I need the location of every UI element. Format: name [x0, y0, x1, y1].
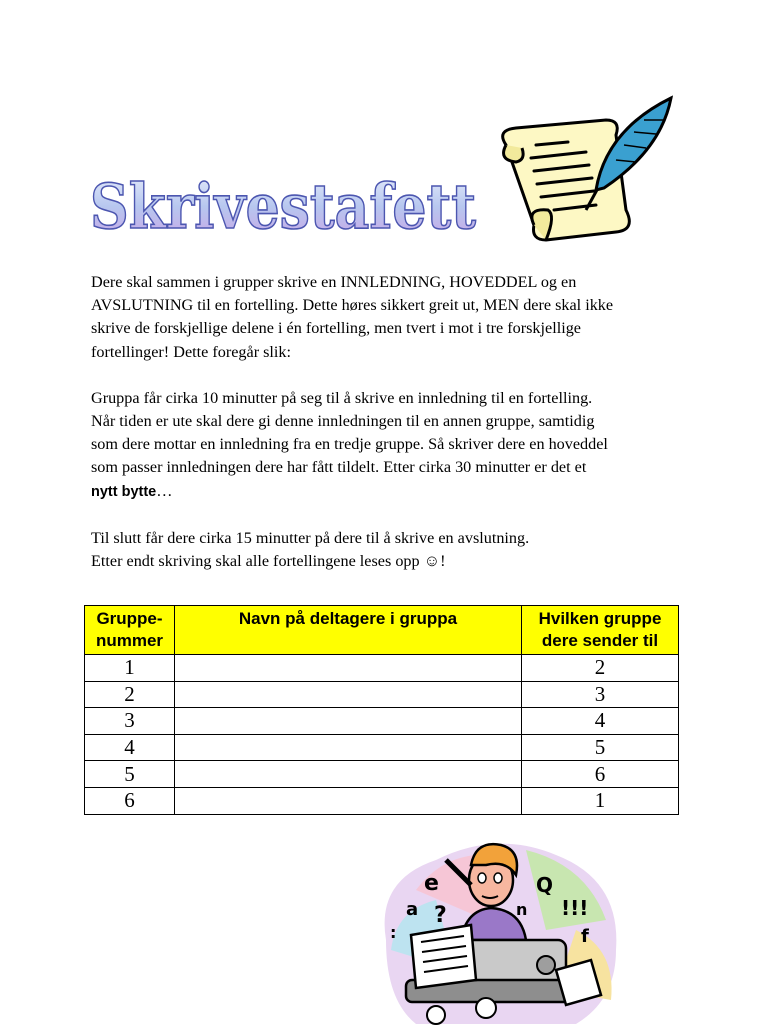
- intro-line: skrive de forskjellige delene i én fortelling, men tvert i mot i tre forskjellige: [91, 319, 581, 338]
- group-number-cell: 4: [85, 734, 175, 761]
- table-row: [85, 761, 679, 788]
- send-to-cell: 2: [522, 655, 679, 682]
- svg-text:!!!: !!!: [561, 896, 589, 920]
- table-row: [85, 787, 679, 814]
- send-to-cell: 5: [522, 734, 679, 761]
- title-wordart: [86, 150, 486, 250]
- header-send-to: Hvilken gruppe dere sender til: [522, 606, 679, 655]
- participants-cell[interactable]: [175, 787, 522, 814]
- group-number-cell: 5: [85, 761, 175, 788]
- svg-text:e: e: [424, 871, 439, 896]
- table-row: [85, 655, 679, 682]
- scroll-quill-icon: [486, 90, 676, 250]
- svg-text:?: ?: [434, 903, 447, 928]
- steps-bold: nytt bytte: [91, 483, 157, 500]
- header-group-number: Gruppe- nummer: [85, 606, 175, 655]
- svg-text:a: a: [406, 899, 419, 920]
- group-number-cell: 3: [85, 708, 175, 735]
- send-to-cell: 3: [522, 681, 679, 708]
- participants-cell[interactable]: [175, 655, 522, 682]
- ending-line: Etter endt skriving skal alle fortellingene leses opp ☺!: [91, 552, 446, 571]
- intro-line: Dere skal sammen i grupper skrive en INNLEDNING, HOVEDDEL og en: [91, 273, 577, 291]
- steps-line-last: [91, 480, 691, 504]
- ending-line: Til slutt får dere cirka 15 minutter på dere til å skrive en avslutning.: [91, 528, 530, 547]
- table-row: [85, 708, 679, 735]
- steps-tail: …: [156, 481, 173, 500]
- participants-cell[interactable]: [175, 761, 522, 788]
- svg-text:Q: Q: [536, 873, 554, 897]
- table-row: [85, 681, 679, 708]
- table-header-row: [85, 606, 679, 655]
- writer-clipart-icon: [376, 830, 624, 1024]
- send-to-cell: 1: [522, 787, 679, 814]
- send-to-cell: 6: [522, 761, 679, 788]
- svg-text:f: f: [581, 926, 589, 947]
- participants-cell[interactable]: [175, 681, 522, 708]
- header-participants: Navn på deltagere i gruppa: [175, 606, 522, 655]
- steps-line: som passer innledningen dere har fått tildelt. Etter cirka 30 minutter er det et: [91, 458, 587, 477]
- group-number-cell: 1: [85, 655, 175, 682]
- group-number-cell: 2: [85, 681, 175, 708]
- steps-line: som dere mottar en innledning fra en tredje gruppe. Så skriver dere en hoveddel: [91, 435, 608, 454]
- group-number-cell: 6: [85, 787, 175, 814]
- title-text: Skrivestafett: [90, 170, 477, 243]
- participants-cell[interactable]: [175, 708, 522, 735]
- intro-line: AVSLUTNING til en fortelling. Dette høres sikkert greit ut, MEN dere skal ikke: [91, 296, 614, 315]
- instructions: [91, 271, 691, 573]
- intro-line: fortellinger! Dette foregår slik:: [91, 342, 292, 361]
- svg-text::: :: [390, 923, 397, 942]
- svg-text:n: n: [516, 900, 528, 919]
- table-row: [85, 734, 679, 761]
- send-to-cell: 4: [522, 708, 679, 735]
- steps-line: Når tiden er ute skal dere gi denne innledningen til en annen gruppe, samtidig: [91, 412, 595, 431]
- steps-line: Gruppa får cirka 10 minutter på seg til å skrive en innledning til en fortelling.: [91, 388, 593, 407]
- group-table: [84, 605, 679, 815]
- page-title: [86, 150, 486, 250]
- participants-cell[interactable]: [175, 734, 522, 761]
